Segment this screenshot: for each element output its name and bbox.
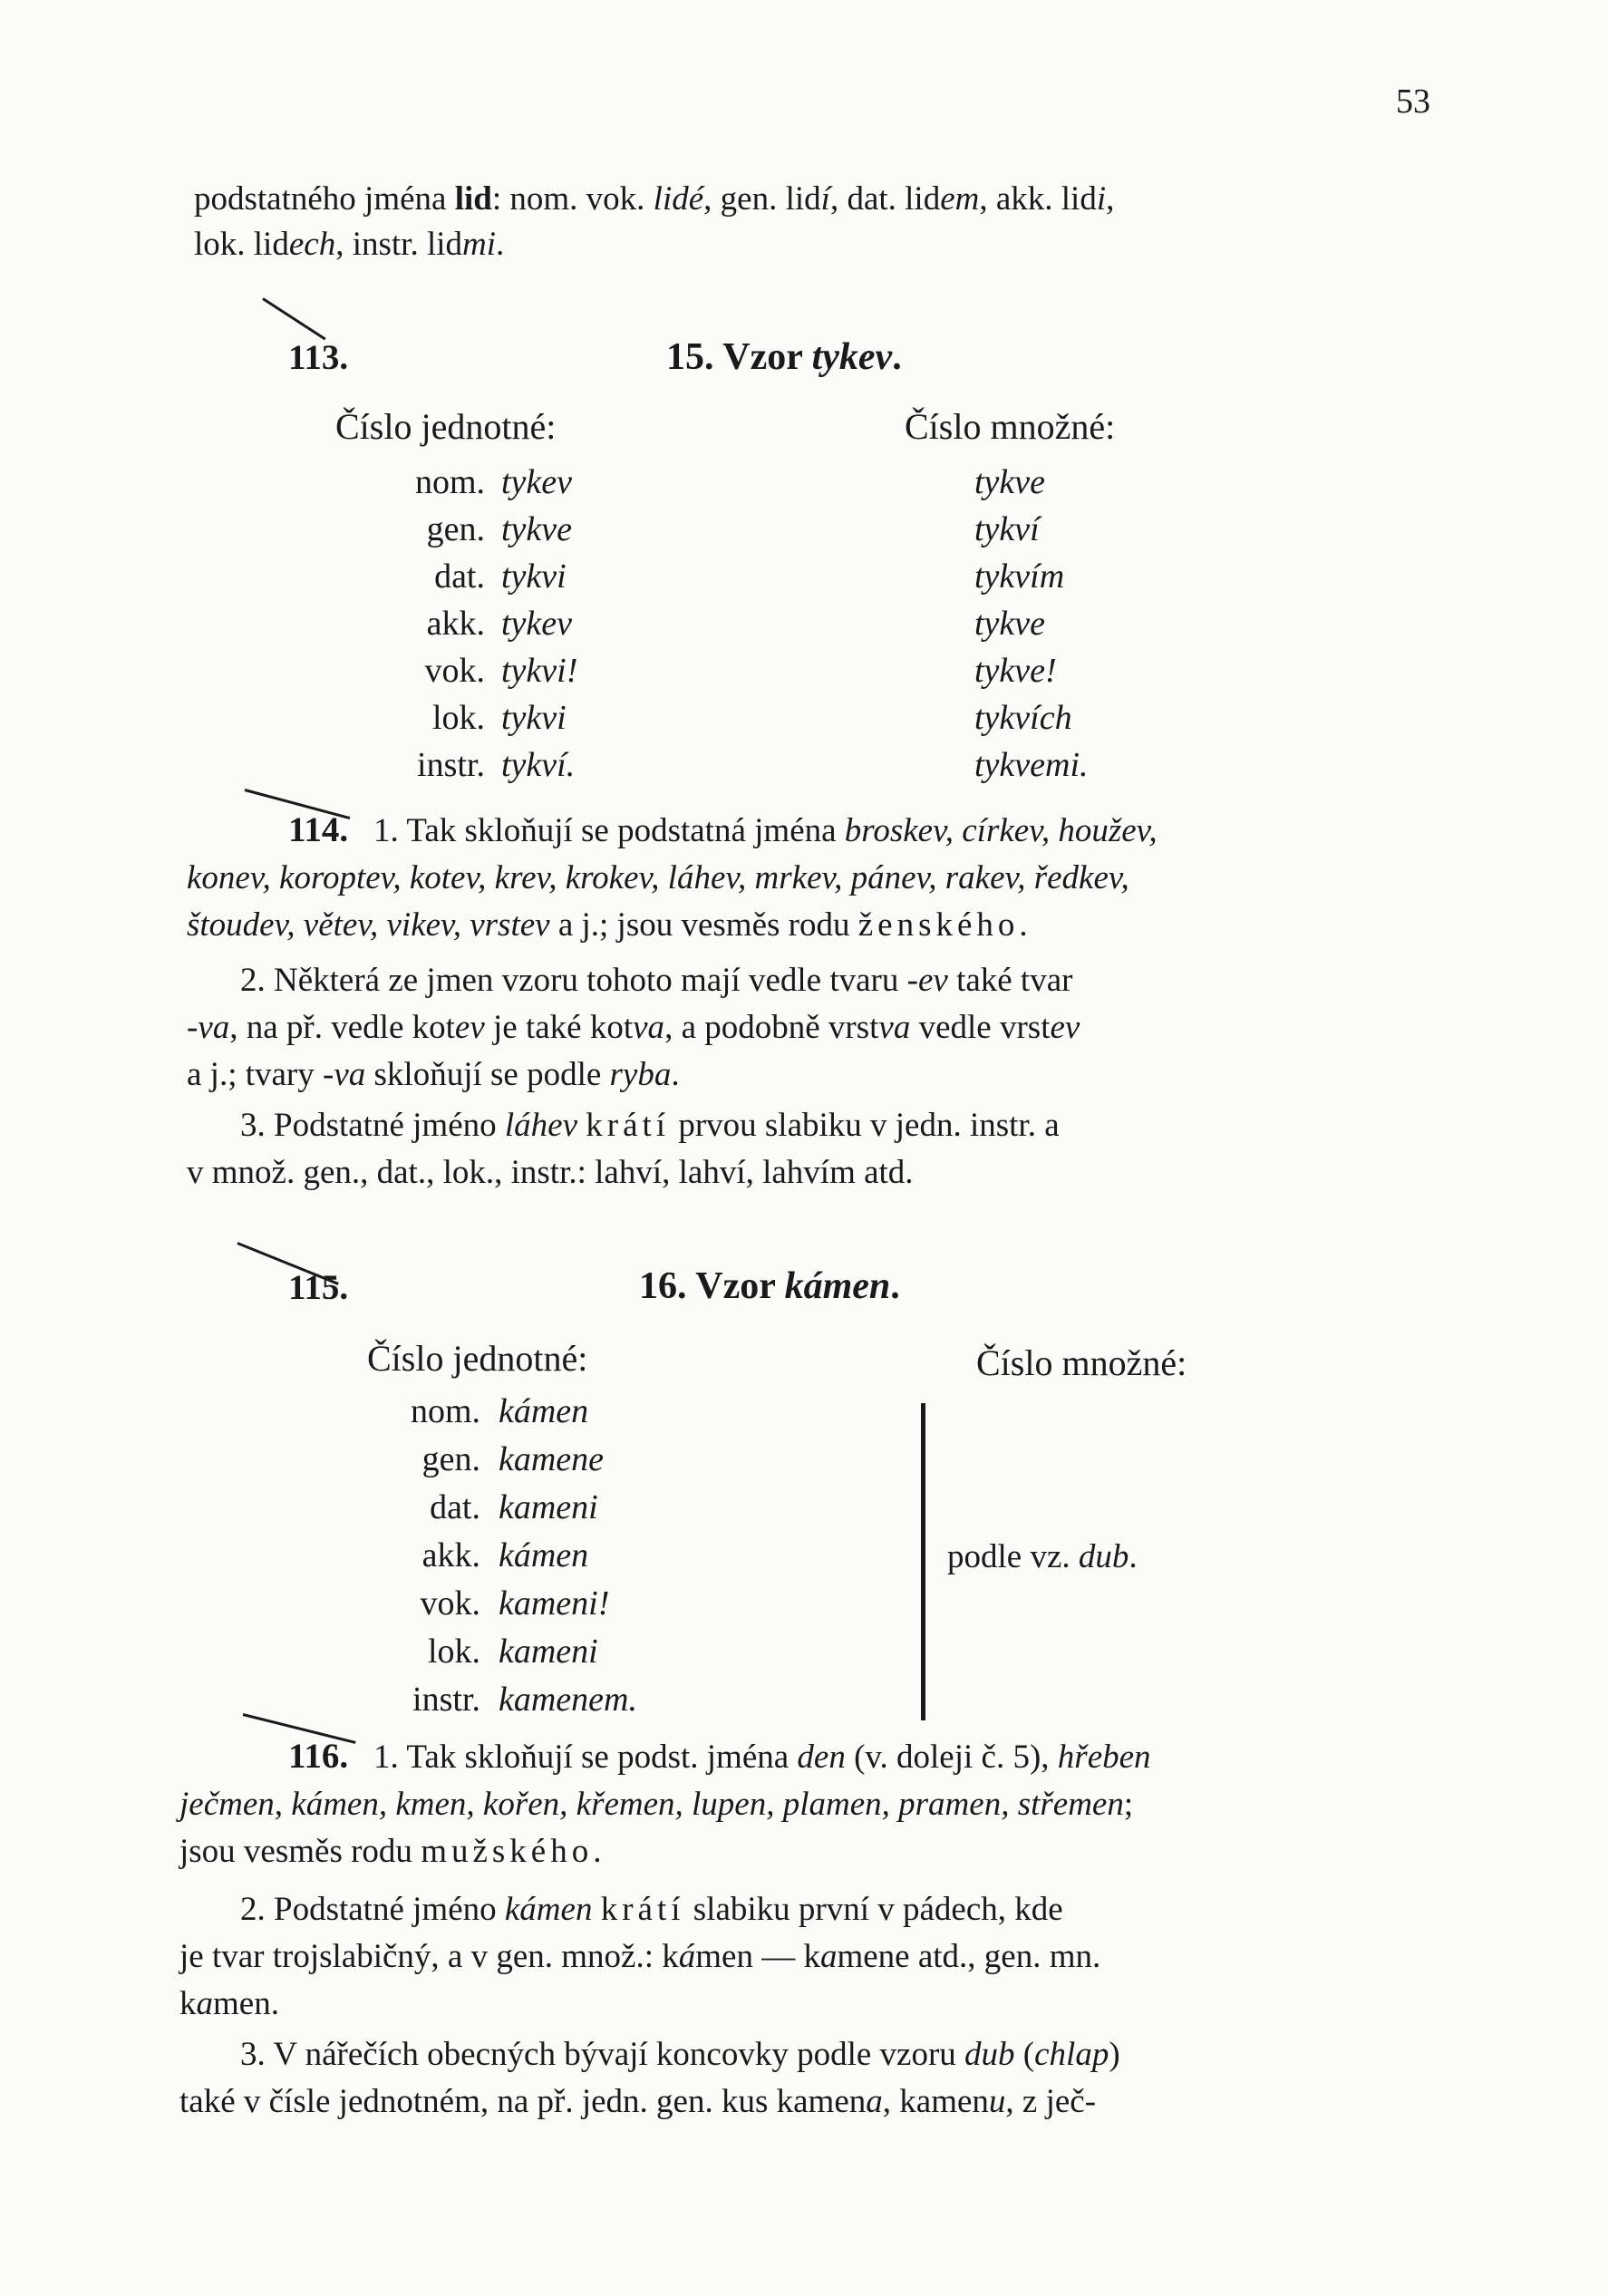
paragraph-114-1-line-2: konev, koroptev, kotev, krev, krokev, láhev, mrkev, pánev, rakev, ředkev, <box>187 859 1129 896</box>
paragraph-114-1-line-3: štoudev, větev, vikev, vrstev a j.; jsou vesměs rodu ženského. <box>187 906 1028 944</box>
paragraph-114-2-line-1: 2. Některá ze jmen vzoru tohoto mají vedle tvaru -ev také tvar <box>240 962 1073 999</box>
paragraph-116-2-line-3: kamen. <box>179 1985 279 2022</box>
case-label: vok. <box>420 1584 480 1623</box>
plural-form: tykve! <box>974 652 1057 690</box>
paragraph-114-3-line-2: v množ. gen., dat., lok., instr.: lahví, lahví, lahvím atd. <box>187 1154 914 1191</box>
paragraph-114-3-line-1: 3. Podstatné jméno láhev krátí prvou slabiku v jedn. instr. a <box>240 1107 1060 1144</box>
case-label: nom. <box>414 463 485 501</box>
singular-form: tykev <box>501 463 573 501</box>
paragraph-114-2-line-2: -va, na př. vedle kotev je také kotva, a podobně vrstva vedle vrstev <box>187 1009 1080 1046</box>
section-number-113: 113. <box>288 338 349 377</box>
paragraph-116-3-line-2: také v čísle jednotném, na př. jedn. gen. kus kamena, kamenu, z ječ- <box>179 2083 1097 2120</box>
plural-header: Číslo množné: <box>905 406 1116 447</box>
brace <box>921 1403 925 1720</box>
section-number-115: 115. <box>288 1268 349 1307</box>
section-number-116: 116. <box>288 1737 349 1776</box>
singular-form: kameni <box>499 1488 598 1526</box>
singular-header: Číslo jednotné: <box>367 1338 588 1379</box>
case-label: gen. <box>426 510 485 548</box>
case-label: instr. <box>412 1681 480 1719</box>
case-label: lok. <box>431 699 485 737</box>
plural-note: podle vz. dub. <box>947 1538 1138 1575</box>
paragraph-116-2-line-1: 2. Podstatné jméno kámen krátí slabiku první v pádech, kde <box>240 1891 1063 1928</box>
paragraph-116-2-line-2: je tvar trojslabičný, a v gen. množ.: kámen — kamene atd., gen. mn. <box>179 1938 1101 1975</box>
singular-form: tykví. <box>501 746 576 784</box>
plural-form: tykve <box>974 463 1046 501</box>
page-number: 53 <box>1396 82 1430 121</box>
intro-line-2: lok. lidech, instr. lidmi. <box>194 226 505 263</box>
singular-form: kámen <box>499 1392 589 1430</box>
singular-header: Číslo jednotné: <box>335 406 557 447</box>
paragraph-114-2-line-3: a j.; tvary -va skloňují se podle ryba. <box>187 1056 680 1093</box>
singular-form: kamenem. <box>499 1681 637 1719</box>
plural-form: tykve <box>974 605 1046 643</box>
plural-form: tykví <box>974 510 1040 548</box>
singular-form: kameni <box>499 1632 598 1671</box>
intro-line-1: podstatného jména lid: nom. vok. lidé, gen. lidí, dat. lidem, akk. lidi, <box>194 180 1115 218</box>
singular-form: tykve <box>501 510 573 548</box>
case-label: gen. <box>421 1440 480 1478</box>
singular-form: tykvi! <box>501 652 578 690</box>
singular-form: kamene <box>499 1440 605 1478</box>
singular-form: tykvi <box>501 557 567 596</box>
case-label: dat. <box>430 1488 480 1526</box>
paragraph-116-1-line-3: jsou vesměs rodu mužského. <box>179 1833 602 1870</box>
plural-form: tykvím <box>974 557 1065 596</box>
singular-form: kámen <box>499 1536 589 1574</box>
section-heading-16: 16. Vzor kámen. <box>639 1265 900 1307</box>
paragraph-116-3-line-1: 3. V nářečích obecných bývají koncovky podle vzoru dub (chlap) <box>240 2036 1120 2073</box>
paragraph-116-1-line-2: ječmen, kámen, kmen, kořen, křemen, lupen, plamen, pramen, střemen; <box>179 1786 1134 1823</box>
paragraph-116-1-line-1: 1. Tak skloňují se podst. jména den (v. doleji č. 5), hřeben <box>373 1739 1151 1776</box>
case-label: instr. <box>417 746 485 784</box>
case-label: vok. <box>424 652 485 690</box>
plural-form: tykvemi. <box>974 746 1089 784</box>
section-number-114: 114. <box>288 810 349 849</box>
pen-mark <box>262 297 325 340</box>
singular-form: kameni! <box>499 1584 610 1623</box>
case-label: dat. <box>434 557 485 596</box>
plural-form: tykvích <box>974 699 1072 737</box>
case-label: akk. <box>426 605 485 643</box>
case-label: akk. <box>421 1536 480 1574</box>
plural-header: Číslo množné: <box>976 1342 1187 1383</box>
singular-form: tykev <box>501 605 573 643</box>
case-label: nom. <box>410 1392 480 1430</box>
singular-form: tykvi <box>501 699 567 737</box>
section-heading-15: 15. Vzor tykev. <box>666 336 902 378</box>
paragraph-114-1-line-1: 1. Tak skloňují se podstatná jména broskev, církev, houžev, <box>373 812 1158 849</box>
case-label: lok. <box>427 1632 480 1671</box>
